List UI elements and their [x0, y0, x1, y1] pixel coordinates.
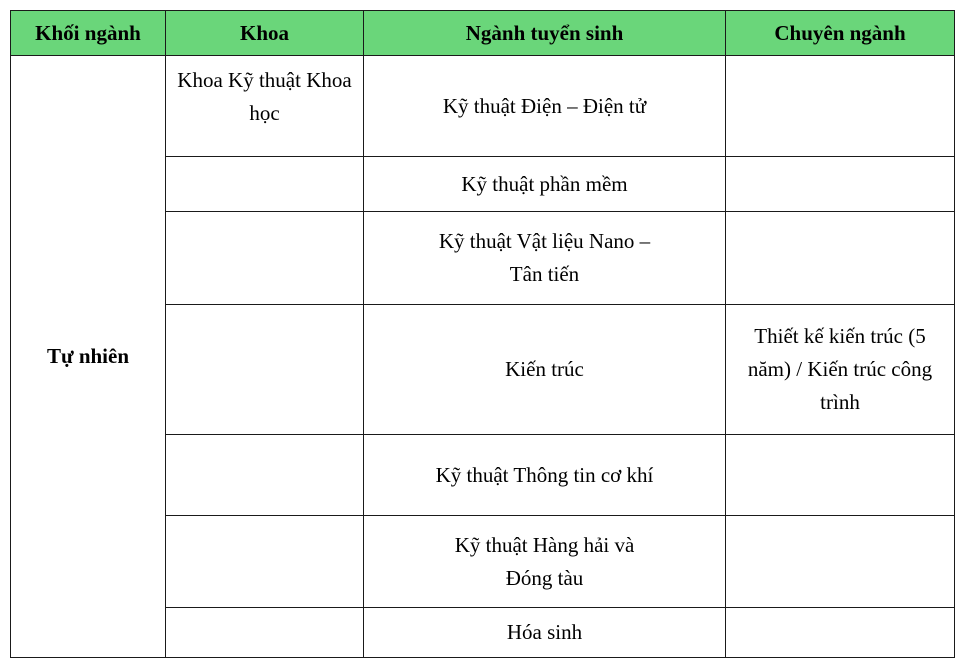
khoa-cell [166, 212, 364, 305]
khoa-cell [166, 608, 364, 658]
chuyen-nganh-cell [726, 516, 955, 608]
nganh-cell: Kỹ thuật Điện – Điện tử [364, 56, 726, 157]
nganh-cell: Kỹ thuật Thông tin cơ khí [364, 435, 726, 516]
chuyen-nganh-cell: Thiết kế kiến trúc (5 năm) / Kiến trúc công trình [726, 305, 955, 435]
nganh-cell: Kiến trúc [364, 305, 726, 435]
chuyen-nganh-cell [726, 56, 955, 157]
nganh-cell: Hóa sinh [364, 608, 726, 658]
chuyen-nganh-cell [726, 212, 955, 305]
majors-table [10, 10, 955, 658]
nganh-cell: Kỹ thuật Vật liệu Nano – Tân tiến [364, 212, 726, 305]
group-cell: Tự nhiên [11, 56, 166, 658]
header-chuyen-nganh: Chuyên ngành [726, 11, 955, 56]
khoa-cell [166, 305, 364, 435]
chuyen-nganh-cell [726, 435, 955, 516]
table-container [10, 10, 955, 658]
nganh-cell: Kỹ thuật Hàng hải và Đóng tàu [364, 516, 726, 608]
khoa-cell: Khoa Kỹ thuật Khoa học [166, 56, 364, 157]
header-nganh-tuyen-sinh: Ngành tuyển sinh [364, 11, 726, 56]
table-row [11, 56, 955, 157]
khoa-cell [166, 157, 364, 212]
khoa-cell [166, 435, 364, 516]
chuyen-nganh-cell [726, 608, 955, 658]
chuyen-nganh-cell [726, 157, 955, 212]
header-khoi-nganh: Khối ngành [11, 11, 166, 56]
nganh-cell: Kỹ thuật phần mềm [364, 157, 726, 212]
header-row [11, 11, 955, 56]
header-khoa: Khoa [166, 11, 364, 56]
khoa-cell [166, 516, 364, 608]
